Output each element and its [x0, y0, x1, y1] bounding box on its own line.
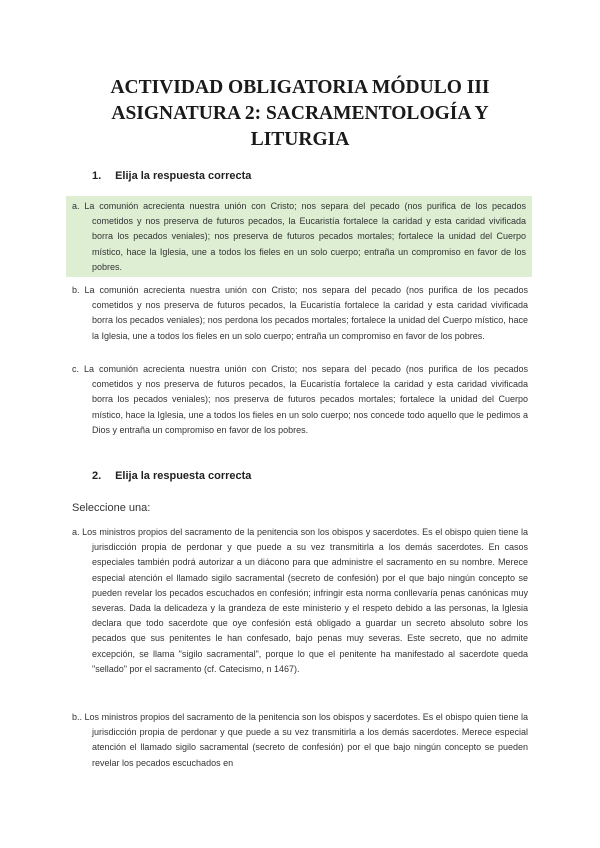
question-heading-text: Elija la respuesta correcta — [115, 170, 252, 182]
question-1-option-b[interactable] — [72, 283, 528, 344]
question-2-option-a[interactable] — [72, 525, 528, 677]
question-1-heading — [92, 170, 251, 182]
option-text: b.. Los ministros propios del sacramento de la penitencia son los obispos y sacerdotes. Es el obispo quien tiene la jurisdicción propia de perdonar y que puede a su vez transmitirla a los demás sacerdotes. Merece especial atención el llamado sigilo sacramental (secreto de confesión) por el que bajo ningún concepto se pueden revelar los pecados escuchados en — [72, 712, 528, 768]
option-text: a. Los ministros propios del sacramento de la penitencia son los obispos y sacerdotes. Es el obispo quien tiene la jurisdicción propia de perdonar y que puede a su vez transmitirla a los demás sacerdotes. En casos especiales también podrá autorizar a un diácono para que administre el sacramento en su nombre. Merece especial atención el llamado sigilo sacramental (secreto de confesión) por el que bajo ningún concepto se pueden revelar los pecados escuchados en confesión; infringir esta norma conllevaría penas canónicas muy severas. Dada la delicadeza y la grandeza de este ministerio y el respeto debido a las personas, la Iglesia declara que todo sacerdote que oye confesión está obligado a guardar un secreto absoluto sobre los pecados que sus penitentes le han confesado, bajo penas muy severas. Este secreto, que no admite excepción, se llama "sigilo sacramental", porque lo que el penitente ha manifestado al sacerdote queda "sellado" por el sacramento (cf. Catecismo, n 1467). — [72, 527, 528, 674]
question-1-option-a[interactable] — [66, 196, 532, 277]
option-text: b. La comunión acrecienta nuestra unión con Cristo; nos separa del pecado (nos purifica de los pecados cometidos y nos preserva de futuros pecados, la Eucaristía fortalece la caridad y esta caridad vivificada borra los pecados veniales); nos perdona los pecados mortales; fortalece la unidad del Cuerpo místico, hace la Iglesia, une a todos los fieles en un solo cuerpo; entraña un compromiso en favor de los pobres. — [72, 285, 528, 341]
select-one-label: Seleccione una: — [72, 502, 151, 514]
question-2-heading — [92, 470, 251, 482]
option-text: a. La comunión acrecienta nuestra unión con Cristo; nos separa del pecado (nos purifica de los pecados cometidos y nos preserva de futuros pecados, la Eucaristía fortalece la caridad y esta caridad vivificada borra los pecados veniales); nos preserva de futuros pecados mortales; fortalece la unidad del Cuerpo místico, hace la Iglesia, une a todos los fieles en un solo cuerpo; entraña un compromiso en favor de los pobres. — [72, 201, 526, 272]
title-line: LITURGIA — [250, 129, 350, 150]
page-title — [60, 75, 540, 153]
question-1-option-c[interactable] — [72, 362, 528, 438]
question-number: 1. — [92, 170, 102, 182]
option-text: c. La comunión acrecienta nuestra unión con Cristo; nos separa del pecado (nos purifica de los pecados cometidos y nos preserva de futuros pecados, la Eucaristía fortalece la caridad y esta caridad vivificada borra los pecados veniales); nos preserva de futuros pecados mortales; fortalece la unidad del Cuerpo místico, hace la Iglesia, une a todos los fieles en un solo cuerpo; nos concede todo aquello que le pedimos a Dios y entraña un compromiso en favor de los pobres. — [72, 364, 528, 435]
question-number: 2. — [92, 470, 102, 482]
title-line: ACTIVIDAD OBLIGATORIA MÓDULO III — [110, 77, 490, 98]
question-heading-text: Elija la respuesta correcta — [115, 470, 252, 482]
question-2-option-b[interactable] — [72, 710, 528, 771]
title-line: ASIGNATURA 2: SACRAMENTOLOGÍA Y — [111, 103, 489, 124]
